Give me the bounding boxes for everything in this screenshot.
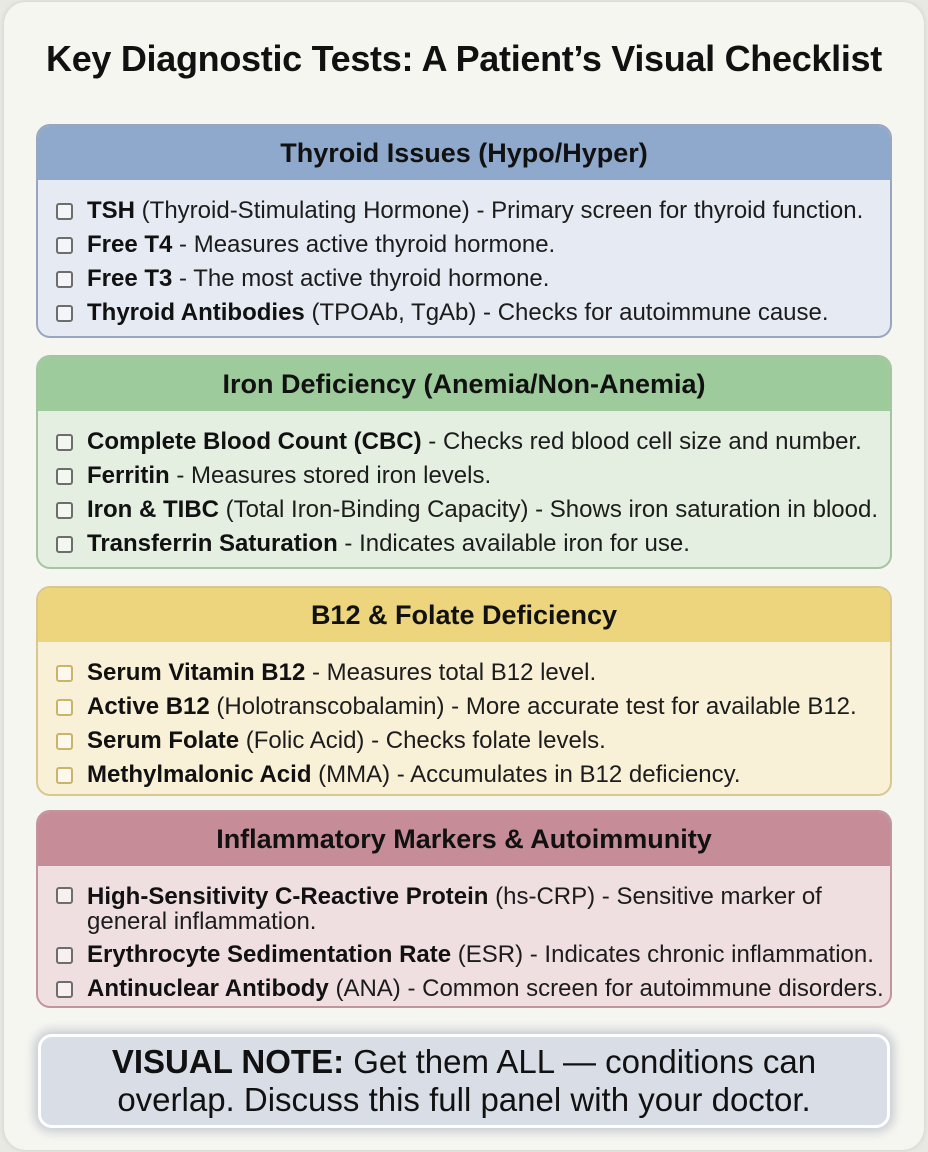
checklist-item <box>56 938 890 972</box>
test-description: - More accurate test for available B12. <box>444 693 857 720</box>
checklist-item-text <box>87 228 555 262</box>
section-heading: Inflammatory Markers & Autoimmunity <box>38 812 890 866</box>
test-name: Complete Blood Count (CBC) <box>87 428 422 455</box>
test-description: - Indicates chronic inflammation. <box>523 941 874 968</box>
checklist-item <box>56 228 890 262</box>
checkbox[interactable] <box>56 434 73 451</box>
checklist-item <box>56 656 890 690</box>
test-name: Thyroid Antibodies <box>87 299 305 326</box>
checklist-item-text <box>87 425 862 459</box>
test-name: Free T3 <box>87 265 173 292</box>
checklist-item <box>56 527 890 561</box>
test-abbreviation: (Thyroid-Stimulating Hormone) <box>135 197 470 224</box>
checklist-item-text <box>87 459 491 493</box>
checklist-item <box>56 758 890 792</box>
test-description: - Indicates available iron for use. <box>337 530 690 557</box>
test-abbreviation: (Total Iron-Binding Capacity) <box>219 496 529 523</box>
checklist-item-text <box>87 656 596 690</box>
section-items <box>38 642 890 792</box>
test-name: Antinuclear Antibody <box>87 975 329 1002</box>
checklist-item <box>56 724 890 758</box>
checklist-item <box>56 459 890 493</box>
checkbox[interactable] <box>56 536 73 553</box>
checklist-item-text <box>87 758 741 792</box>
checklist-item-text <box>87 938 874 972</box>
section-heading: Thyroid Issues (Hypo/Hyper) <box>38 126 890 180</box>
test-name: Serum Folate <box>87 727 240 754</box>
visual-note-body: Get them ALL — conditions can overlap. Discuss this full panel with your doctor. <box>117 1043 817 1118</box>
section-b12-folate <box>36 586 892 796</box>
section-items <box>38 411 890 561</box>
section-items <box>38 866 890 1006</box>
checklist-item <box>56 194 890 228</box>
test-name: TSH <box>87 197 135 224</box>
checkbox[interactable] <box>56 502 73 519</box>
checklist-item-text <box>87 690 857 724</box>
checklist-item-text <box>87 724 606 758</box>
test-description: - Common screen for autoimmune disorders. <box>400 975 884 1002</box>
section-heading: Iron Deficiency (Anemia/Non-Anemia) <box>38 357 890 411</box>
section-items <box>38 180 890 330</box>
test-description: - Measures active thyroid hormone. <box>172 231 556 258</box>
test-name: Transferrin Saturation <box>87 530 338 557</box>
test-name: Methylmalonic Acid <box>87 761 312 788</box>
checklist-item <box>56 425 890 459</box>
checkbox[interactable] <box>56 203 73 220</box>
checklist-item <box>56 296 890 330</box>
checklist-item <box>56 493 890 527</box>
test-description: - Checks folate levels. <box>364 727 606 754</box>
checklist-item-text <box>87 194 863 228</box>
test-name: High-Sensitivity C-Reactive Protein <box>87 883 489 910</box>
test-name: Serum Vitamin B12 <box>87 659 306 686</box>
test-abbreviation: (ANA) <box>328 975 401 1002</box>
test-abbreviation: (Holotranscobalamin) <box>209 693 445 720</box>
test-description: - Accumulates in B12 deficiency. <box>390 761 741 788</box>
test-abbreviation: (MMA) <box>311 761 391 788</box>
checkbox[interactable] <box>56 699 73 716</box>
checklist-item-text <box>87 493 878 527</box>
test-abbreviation: (Folic Acid) <box>239 727 365 754</box>
test-name: Active B12 <box>87 693 210 720</box>
checklist-item <box>56 262 890 296</box>
test-name: Iron & TIBC <box>87 496 219 523</box>
test-description: - Measures total B12 level. <box>305 659 597 686</box>
test-description: - Sensitive marker of general inflammation. <box>87 883 822 935</box>
test-abbreviation: (TPOAb, TgAb) <box>304 299 477 326</box>
checkbox[interactable] <box>56 767 73 784</box>
checkbox[interactable] <box>56 947 73 964</box>
checklist-item <box>56 880 890 938</box>
checkbox[interactable] <box>56 468 73 485</box>
checkbox[interactable] <box>56 305 73 322</box>
checklist-item-text <box>87 527 690 561</box>
test-description: - Checks red blood cell size and number. <box>421 428 862 455</box>
visual-note-label: VISUAL NOTE: <box>111 1043 345 1080</box>
test-name: Ferritin <box>87 462 170 489</box>
test-abbreviation: (ESR) <box>451 941 524 968</box>
visual-note <box>38 1034 890 1128</box>
checkbox[interactable] <box>56 981 73 998</box>
checklist-item-text <box>87 296 829 330</box>
test-description: - Measures stored iron levels. <box>169 462 492 489</box>
checkbox[interactable] <box>56 237 73 254</box>
checkbox[interactable] <box>56 271 73 288</box>
checklist-item-text <box>87 884 880 934</box>
section-inflammatory <box>36 810 892 1008</box>
test-description: - Checks for autoimmune cause. <box>476 299 829 326</box>
checkbox[interactable] <box>56 665 73 682</box>
section-iron <box>36 355 892 569</box>
test-description: - Shows iron saturation in blood. <box>528 496 878 523</box>
test-name: Erythrocyte Sedimentation Rate <box>87 941 452 968</box>
test-description: - The most active thyroid hormone. <box>172 265 550 292</box>
test-name: Free T4 <box>87 231 173 258</box>
section-thyroid <box>36 124 892 338</box>
page-title: Key Diagnostic Tests: A Patient’s Visual Checklist <box>46 38 882 79</box>
checkbox[interactable] <box>56 733 73 750</box>
checkbox[interactable] <box>56 887 73 904</box>
checklist-item <box>56 690 890 724</box>
test-abbreviation: (hs-CRP) <box>488 883 596 910</box>
visual-note-text <box>61 1043 867 1119</box>
checklist-item-text <box>87 262 549 296</box>
test-description: - Primary screen for thyroid function. <box>469 197 864 224</box>
section-heading: B12 & Folate Deficiency <box>38 588 890 642</box>
checklist-item-text <box>87 972 884 1006</box>
checklist-item <box>56 972 890 1006</box>
